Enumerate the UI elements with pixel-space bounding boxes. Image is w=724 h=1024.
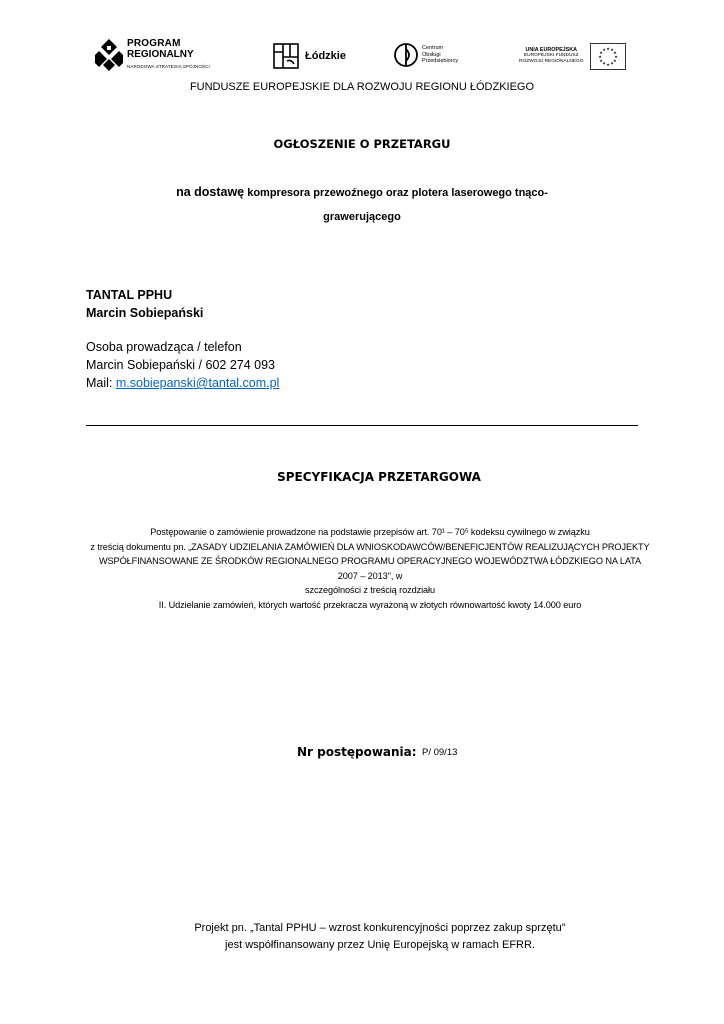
horizontal-divider <box>86 425 638 426</box>
footer-line-1: Projekt pn. „Tantal PPHU – wzrost konkurencyjności poprzez zakup sprzętu" <box>194 922 566 934</box>
eu-logo-line3: ROZWOJU REGIONALNEGO <box>519 59 584 64</box>
contact-mail-row <box>86 374 279 392</box>
document-title: OGŁOSZENIE O PRZETARGU <box>273 137 451 151</box>
eu-star-icon: ★ <box>612 57 617 63</box>
eu-star-icon: ★ <box>613 53 618 59</box>
legal-line-4: szczególności z treścią rozdziału <box>305 585 435 595</box>
subject-part2: kompresora przewoźnego oraz plotera laserowego tnąco- <box>244 187 548 199</box>
program-logo-line1: PROGRAM <box>127 38 181 49</box>
contact-block <box>86 338 279 392</box>
program-logo-line2: REGIONALNY <box>127 49 194 60</box>
lodzkie-logo <box>273 42 346 70</box>
footer-line-2: jest współfinansowany przez Unię Europejską w ramach EFRR. <box>225 939 535 951</box>
legal-line-3: WSPÓŁFINANSOWANE ZE ŚRODKÓW REGIONALNEGO PROGRAMU OPERACYJNEGO WOJEWÓDZTWA ŁÓDZKIEGO NA LATA 2007 – 2013", w <box>98 556 642 581</box>
contact-mail-label: Mail: <box>86 376 116 390</box>
eu-star-icon: ★ <box>605 61 610 67</box>
program-logo-line3: NARODOWA STRATEGIA SPÓJNOŚCI <box>127 64 210 69</box>
document-header: FUNDUSZE EUROPEJSKIE DLA ROZWOJU REGIONU ŁÓDZKIEGO <box>189 81 535 93</box>
eu-star-icon: ★ <box>598 57 603 63</box>
procedure-number-label: Nr postępowania: <box>297 745 417 759</box>
program-regionalny-logo <box>95 36 210 74</box>
eu-star-icon: ★ <box>609 46 614 52</box>
legal-line-5: II. Udzielanie zamówień, których wartość przekracza wyrażoną w złotych równowartość kwoty 14.000 euro <box>158 599 582 610</box>
program-regionalny-logo-icon <box>95 37 123 73</box>
spec-title: SPECYFIKACJA PRZETARGOWA <box>277 470 481 484</box>
eu-logo <box>519 42 626 70</box>
subject-line-2: grawerującego <box>323 211 401 223</box>
contact-person: Marcin Sobiepański / 602 274 093 <box>86 358 276 372</box>
cop-logo <box>394 40 458 70</box>
cop-logo-line2: Obsługi <box>422 51 441 58</box>
eu-star-icon: ★ <box>601 46 606 52</box>
cop-logo-icon <box>394 41 418 69</box>
eu-star-icon: ★ <box>612 49 617 55</box>
eu-star-icon: ★ <box>601 60 606 66</box>
eu-flag-icon <box>590 43 626 70</box>
eu-logo-line2: EUROPEJSKI FUNDUSZ <box>523 53 579 58</box>
legal-line-1: Postępowanie o zamówienie prowadzone na podstawie przepisów art. 70¹ – 70⁵ kodeksu cywilnego w związku <box>150 527 590 537</box>
lodzkie-logo-name: Łódzkie <box>305 50 346 62</box>
eu-star-icon: ★ <box>609 60 614 66</box>
contact-mail-link[interactable]: m.sobiepanski@tantal.com.pl <box>115 376 280 390</box>
eu-star-icon: ★ <box>598 49 603 55</box>
company-owner: Marcin Sobiepański <box>86 306 204 320</box>
eu-logo-line1: UNIA EUROPEJSKA <box>525 47 578 53</box>
document-footer <box>0 920 724 954</box>
legal-line-2: z treścią dokumentu pn. „ZASADY UDZIELANIA ZAMÓWIEŃ DLA WNIOSKODAWCÓW/BENEFICJENTÓW REALIZUJĄCYCH PROJEKTY <box>90 541 650 552</box>
company-block <box>86 286 203 322</box>
cop-logo-line1: Centrum <box>422 45 444 52</box>
cop-logo-line3: Przedsiębiorcy <box>422 58 459 65</box>
contact-label: Osoba prowadząca / telefon <box>86 340 242 354</box>
procedure-number-value: P/ 09/13 <box>422 747 458 758</box>
eu-star-icon: ★ <box>605 45 610 51</box>
subject-part1: na dostawę <box>176 185 245 199</box>
legal-basis <box>90 525 650 612</box>
eu-star-icon: ★ <box>597 53 602 59</box>
company-name: TANTAL PPHU <box>86 288 173 302</box>
lodzkie-logo-icon <box>273 43 299 69</box>
subject-line-1 <box>0 185 724 199</box>
